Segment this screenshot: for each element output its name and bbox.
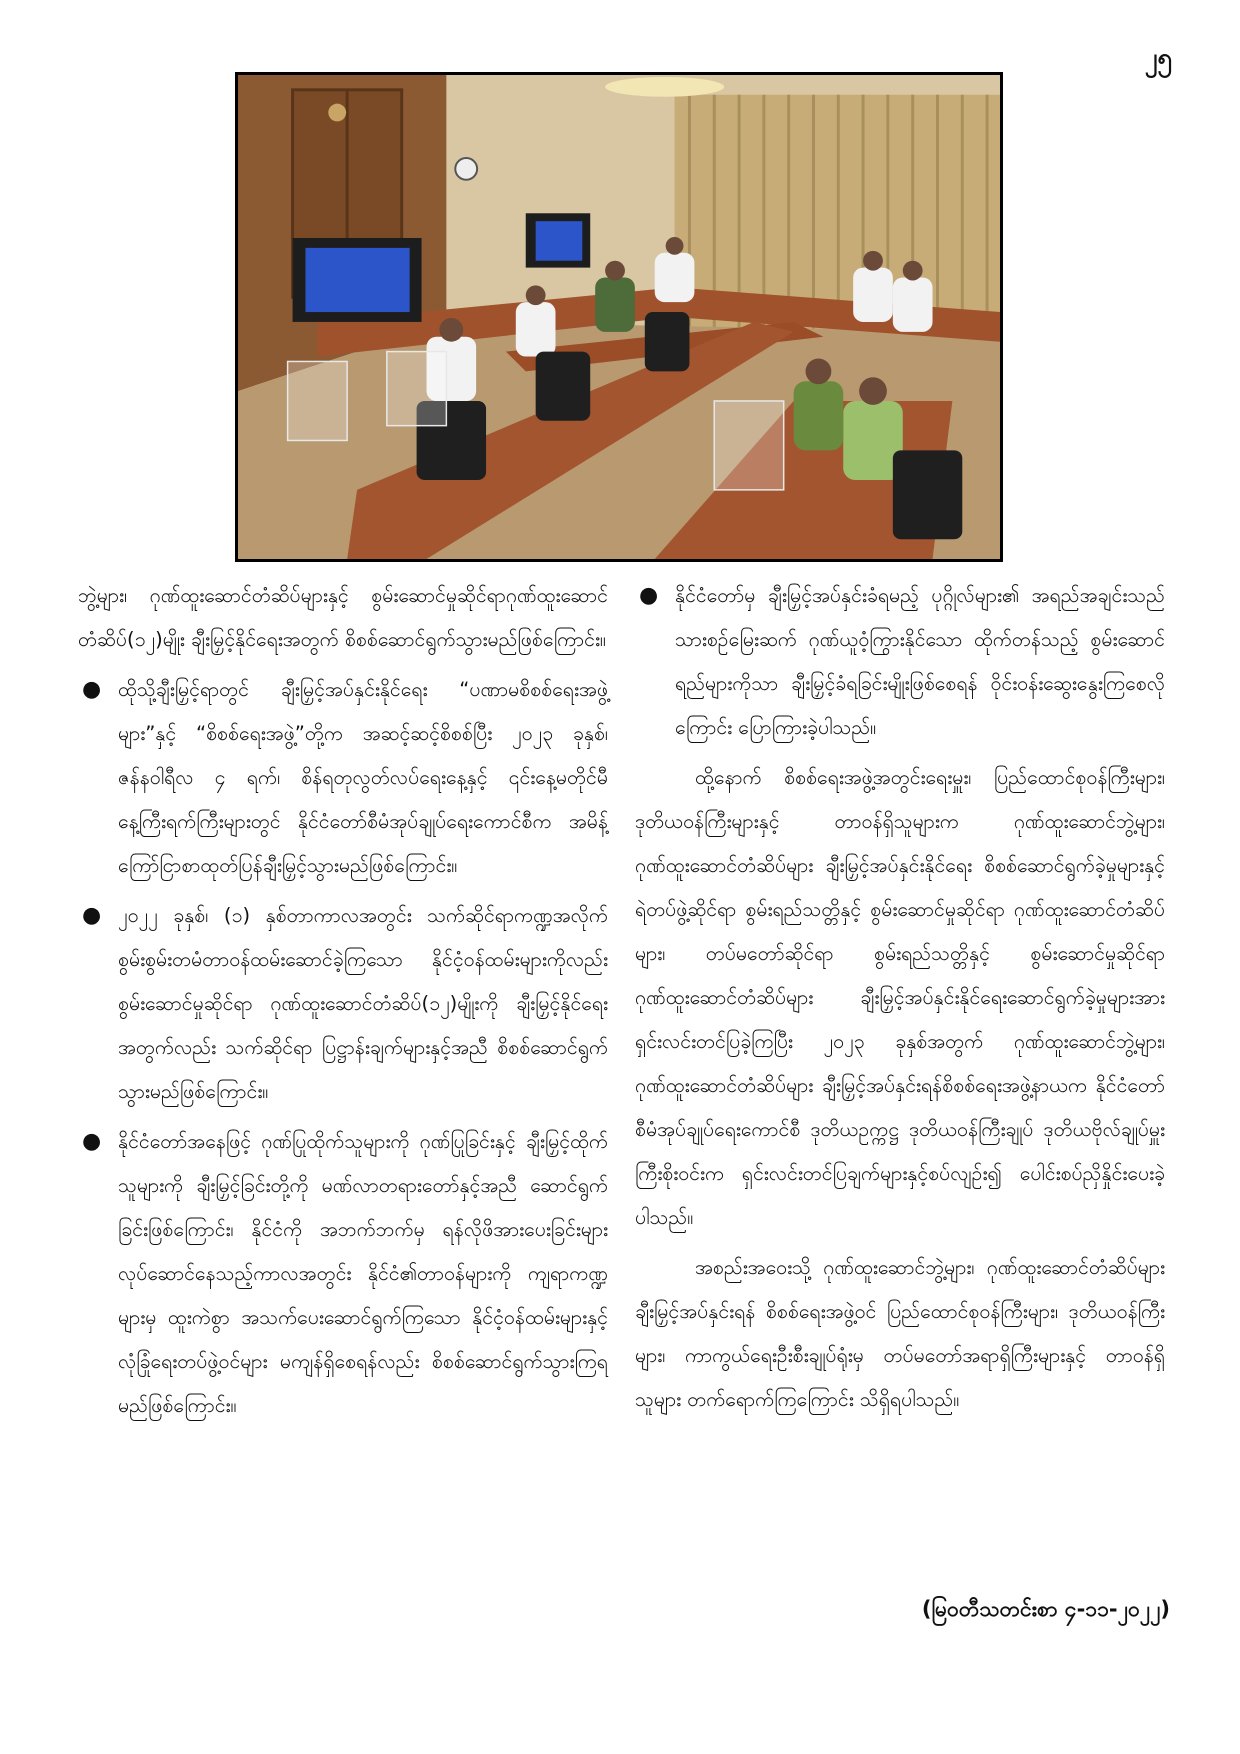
bullet-text: ထိုသို့ချီးမြှင့်ရာတွင် ချီးမြှင့်အပ်နှင်းနိုင်ရေး “ပဏာမစိစစ်ရေးအဖွဲ့များ”နှင့် “စိစစ်ရေးအဖွဲ့”တို့က အဆင့်ဆင့်စိစစ်ပြီး ၂၀၂၃ ခုနှစ်၊ ဇန်နဝါရီလ ၄ ရက်၊ စိန်ရတုလွတ်လပ်ရေးနေ့နှင့် ၎င်းနေ့မတိုင်မီ နေ့ကြီးရက်ကြီးများတွင် နိုင်ငံတော်စီမံအုပ်ချုပ်ရေးကောင်စီက အမိန့်ကြော်ငြာစာထုတ်ပြန်ချီးမြှင့်သွားမည်ဖြစ်ကြောင်း။ [118,678,608,877]
left-bullet-2 [78,894,608,1114]
bullet-text: ၂၀၂၂ ခုနှစ်၊ (၁) နှစ်တာကာလအတွင်း သက်ဆိုင်ရာကဏ္ဍအလိုက် စွမ်းစွမ်းတမံတာဝန်ထမ်းဆောင်ခဲ့ကြသော နိုင်ငံ့ဝန်ထမ်းများကိုလည်း စွမ်းဆောင်မှုဆိုင်ရာ ဂုဏ်ထူးဆောင်တံဆိပ်(၁၂)မျိုးကို ချီးမြှင့်နိုင်ရေးအတွက်လည်း သက်ဆိုင်ရာ ပြဋ္ဌာန်းချက်များနှင့်အညီ စိစစ်ဆောင်ရွက်သွားမည်ဖြစ်ကြောင်း။ [118,904,608,1103]
left-continuation-paragraph: ဘွဲ့များ၊ ဂုဏ်ထူးဆောင်တံဆိပ်များနှင့် စွမ်းဆောင်မှုဆိုင်ရာဂုဏ်ထူးဆောင်တံဆိပ်(၁၂)မျိုး ချီးမြှင့်နိုင်ရေးအတွက် စိစစ်ဆောင်ရွက်သွားမည်ဖြစ်ကြောင်း။ [78,584,608,651]
right-paragraph-1: ထို့နောက် စိစစ်ရေးအဖွဲ့အတွင်းရေးမှူး၊ ပြည်ထောင်စုဝန်ကြီးများ၊ ဒုတိယဝန်ကြီးများနှင့် တာဝန်ရှိသူများက ဂုဏ်ထူးဆောင်ဘွဲ့များ၊ ဂုဏ်ထူးဆောင်တံဆိပ်များ ချီးမြှင့်အပ်နှင်းနိုင်ရေး စိစစ်ဆောင်ရွက်ခဲ့မှုများနှင့် ရဲတပ်ဖွဲ့ဆိုင်ရာ စွမ်းရည်သတ္တိနှင့် စွမ်းဆောင်မှုဆိုင်ရာ ဂုဏ်ထူးဆောင်တံဆိပ်များ၊ တပ်မတော်ဆိုင်ရာ စွမ်းရည်သတ္တိနှင့် စွမ်းဆောင်မှုဆိုင်ရာ ဂုဏ်ထူးဆောင်တံဆိပ်များ ချီးမြှင့်အပ်နှင်းနိုင်ရေးဆောင်ရွက်ခဲ့မှုများအား ရှင်းလင်းတင်ပြခဲ့ကြပြီး ၂၀၂၃ ခုနှစ်အတွက် ဂုဏ်ထူးဆောင်ဘွဲ့များ၊ ဂုဏ်ထူးဆောင်တံဆိပ်များ ချီးမြှင့်အပ်နှင်းရန်စိစစ်ရေးအဖွဲ့နာယက နိုင်ငံတော်စီမံအုပ်ချုပ်ရေးကောင်စီ ဒုတိယဥက္ကဋ္ဌ ဒုတိယဝန်ကြီးချုပ် ဒုတိယဗိုလ်ချုပ်မှူးကြီးစိုးဝင်းက ရှင်းလင်းတင်ပြချက်များနှင့်စပ်လျဉ်း၍ ပေါင်းစပ်ညှိနှိုင်းပေးခဲ့ပါသည်။ [635,766,1165,1229]
left-column [78,574,608,1434]
page-number: ၂၅ [1144,43,1172,73]
right-bullet-1 [635,574,1165,750]
meeting-photo [235,72,1003,562]
left-bullet-1 [78,668,608,888]
bullet-icon: ● [82,903,102,928]
source-citation: (မြဝတီသတင်းစာ ၄-၁၁-၂၀၂၂) [921,1597,1170,1621]
bullet-text: နိုင်ငံတော်အနေဖြင့် ဂုဏ်ပြုထိုက်သူများကို ဂုဏ်ပြုခြင်းနှင့် ချီးမြှင့်ထိုက်သူများကို ချီးမြှင့်ခြင်းတို့ကို မဏ်လာတရားတော်နှင့်အညီ ဆောင်ရွက်ခြင်းဖြစ်ကြောင်း၊ နိုင်ငံကို အဘက်ဘက်မှ ရန်လိုဖိအားပေးခြင်းများ လုပ်ဆောင်နေသည့်ကာလအတွင်း နိုင်ငံ၏တာဝန်များကို ကျရာကဏ္ဍများမှ ထူးကဲစွာ အသက်ပေးဆောင်ရွက်ကြသော နိုင်ငံ့ဝန်ထမ်းများနှင့် လုံခြုံရေးတပ်ဖွဲ့ဝင်များ မကျန်ရှိစေရန်လည်း စိစစ်ဆောင်ရွက်သွားကြရမည်ဖြစ်ကြောင်း။ [118,1130,608,1417]
right-paragraph-2: အစည်းအဝေးသို့ ဂုဏ်ထူးဆောင်ဘွဲ့များ၊ ဂုဏ်ထူးဆောင်တံဆိပ်များ ချီးမြှင့်အပ်နှင်းရန် စိစစ်ရေးအဖွဲ့ဝင် ပြည်ထောင်စုဝန်ကြီးများ၊ ဒုတိယဝန်ကြီးများ၊ ကာကွယ်ရေးဦးစီးချုပ်ရုံးမှ တပ်မတော်အရာရှိကြီးများနှင့် တာဝန်ရှိသူများ တက်ရောက်ကြကြောင်း သိရှိရပါသည်။ [635,1256,1165,1411]
bullet-text: နိုင်ငံတော်မှ ချီးမြှင့်အပ်နှင်းခံရမည့် ပုဂ္ဂိုလ်များ၏ အရည်အချင်းသည် သားစဉ်မြေးဆက် ဂုဏ်ယူဝံ့ကြွားနိုင်သော ထိုက်တန်သည့် စွမ်းဆောင်ရည်များကိုသာ ချီးမြှင့်ခံရခြင်းမျိုးဖြစ်စေရန် ဝိုင်းဝန်းဆွေးနွေးကြစေလိုကြောင်း ပြောကြားခဲ့ပါသည်။ [675,584,1165,739]
bullet-icon: ● [639,583,659,608]
bullet-icon: ● [82,677,102,702]
bullet-icon: ● [82,1129,102,1154]
left-bullet-3 [78,1120,608,1428]
right-column [635,574,1165,1428]
meeting-photo-illustration [238,75,1000,559]
